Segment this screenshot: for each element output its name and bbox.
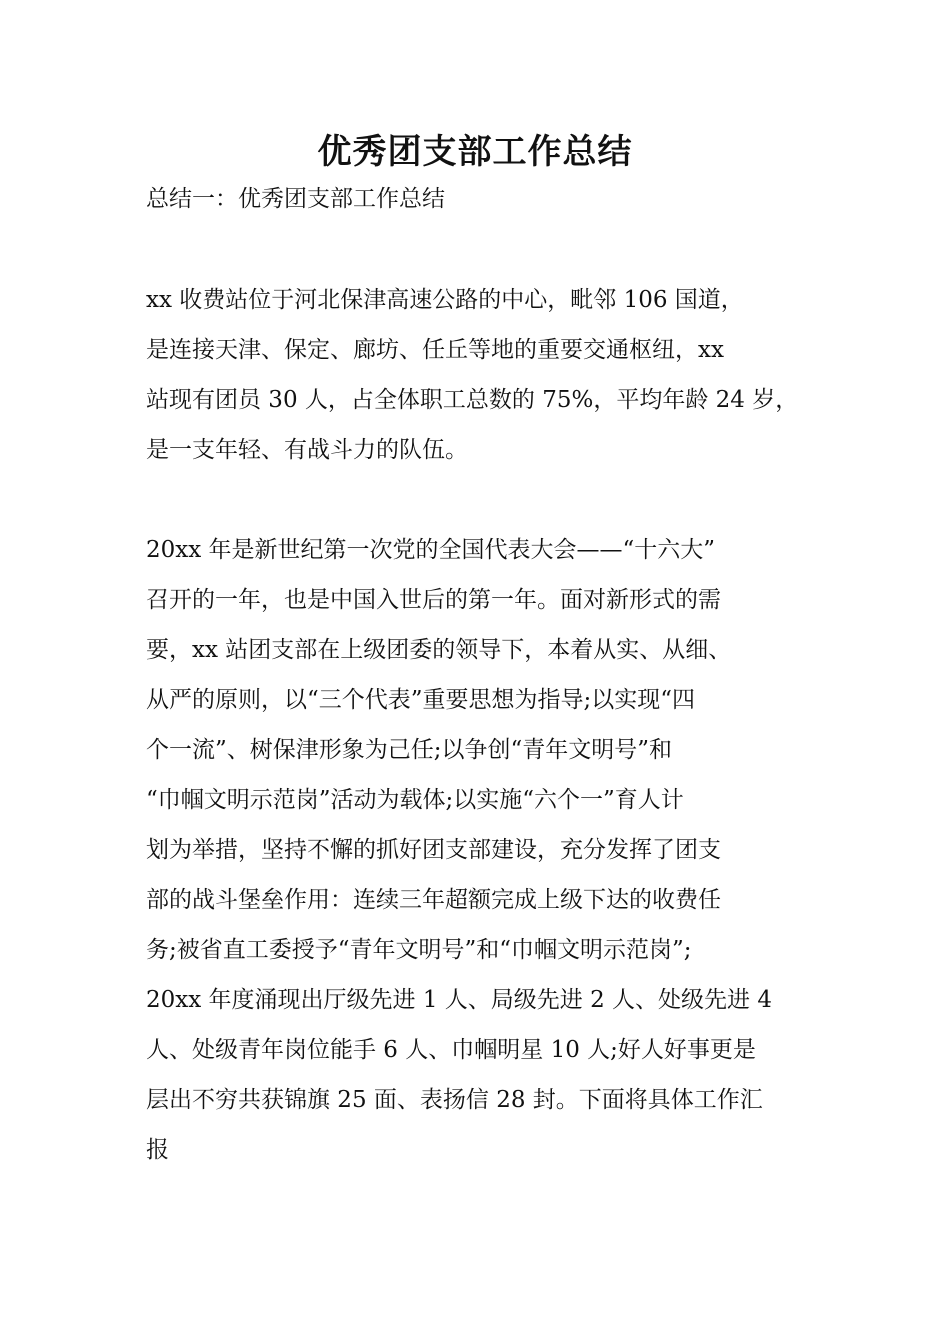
paragraph-line: 部的战斗堡垒作用：连续三年超额完成上级下达的收费任 [146, 887, 721, 913]
paragraph-line: 20xx 年度涌现出厅级先进 1 人、局级先进 2 人、处级先进 4 [146, 987, 772, 1013]
paragraph-line: 召开的一年，也是中国入世后的第一年。面对新形式的需 [146, 587, 721, 613]
document-subtitle: 总结一：优秀团支部工作总结 [146, 186, 445, 212]
paragraph-line: 报 [146, 1137, 169, 1163]
paragraph-line: “巾帼文明示范岗”活动为载体;以实施“六个一”育人计 [146, 787, 684, 813]
paragraph-line: 人、处级青年岗位能手 6 人、巾帼明星 10 人;好人好事更是 [146, 1037, 756, 1063]
paragraph-1 [146, 275, 826, 475]
paragraph-line: 20xx 年是新世纪第一次党的全国代表大会——“十六大” [146, 537, 716, 563]
paragraph-line: 站现有团员 30 人，占全体职工总数的 75%，平均年龄 24 岁， [146, 387, 799, 413]
paragraph-line: 划为举措，坚持不懈的抓好团支部建设，充分发挥了团支 [146, 837, 721, 863]
paragraph-line: 是一支年轻、有战斗力的队伍。 [146, 437, 468, 463]
paragraph-line: 要，xx 站团支部在上级团委的领导下，本着从实、从细、 [146, 637, 732, 663]
document-title: 优秀团支部工作总结 [317, 132, 633, 172]
paragraph-line: 从严的原则，以“三个代表”重要思想为指导;以实现“四 [146, 687, 696, 713]
paragraph-line: 是连接天津、保定、廊坊、任丘等地的重要交通枢纽，xx [146, 337, 724, 363]
paragraph-line: 层出不穷共获锦旗 25 面、表扬信 28 封。下面将具体工作汇 [146, 1087, 763, 1113]
paragraph-line: 务;被省直工委授予“青年文明号”和“巾帼文明示范岗”; [146, 937, 692, 963]
paragraph-line: xx 收费站位于河北保津高速公路的中心，毗邻 106 国道， [146, 287, 744, 313]
paragraph-2 [146, 525, 826, 1175]
paragraph-line: 个一流”、树保津形象为己任;以争创“青年文明号”和 [146, 737, 673, 763]
